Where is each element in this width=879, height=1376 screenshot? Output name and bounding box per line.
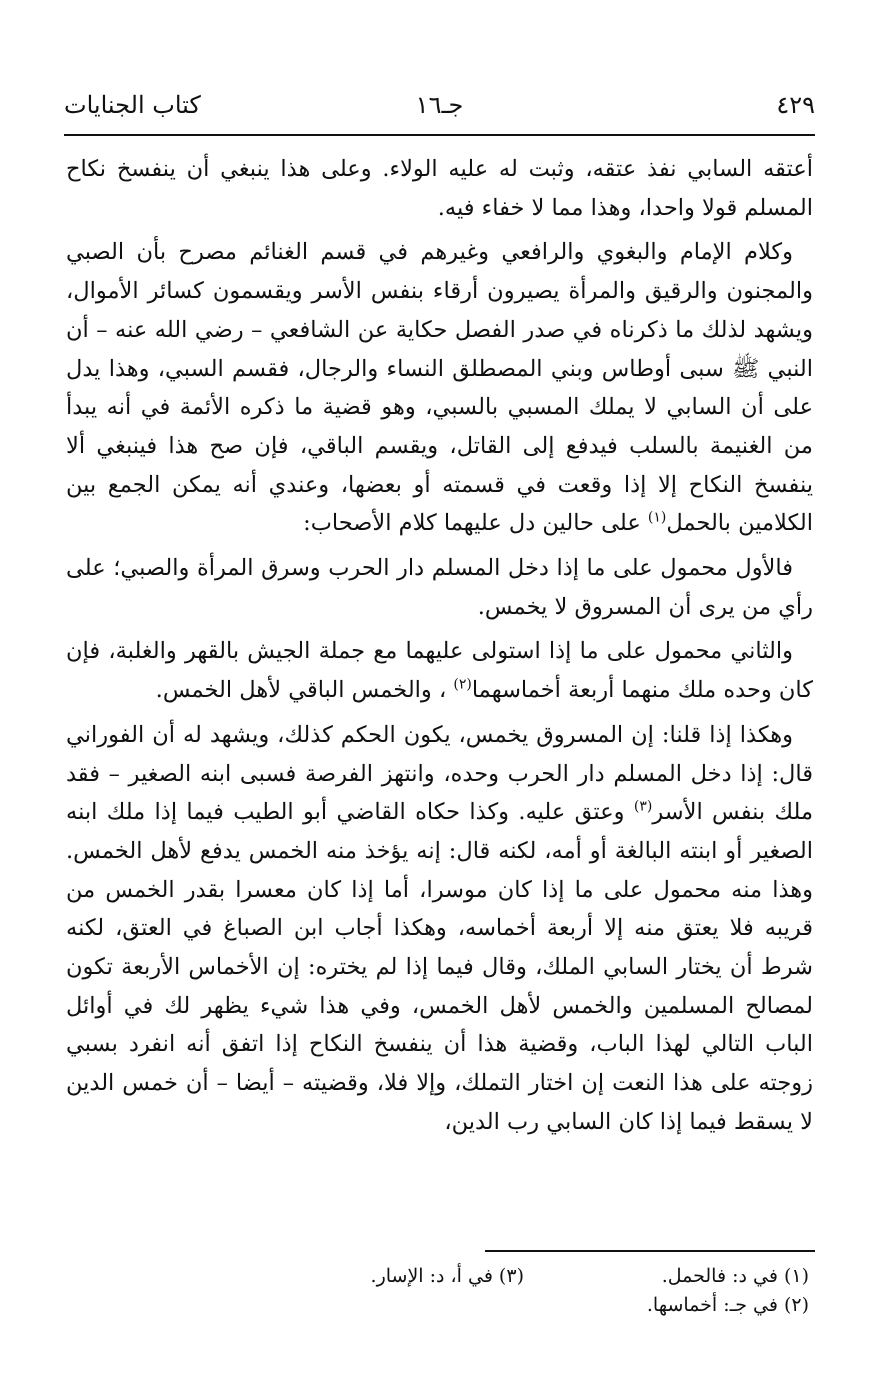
paragraph	[66, 233, 813, 543]
footnote-1: (١) في د: فالحمل.	[661, 1265, 809, 1287]
book-title: كتاب الجنايات	[64, 91, 201, 119]
paragraph-text: ، والخمس الباقي لأهل الخمس.	[155, 677, 454, 704]
main-text	[66, 150, 813, 1148]
page-number: ٤٢٩	[776, 91, 815, 119]
paragraph	[66, 716, 813, 1142]
paragraph-text: أعتقه السابي نفذ عتقه، وثبت له عليه الولاء. وعلى هذا ينبغي أن ينفسخ نكاح المسلم قولا واحدا، وهذا مما لا خفاء فيه.	[66, 156, 813, 221]
footnote-2: (٢) في جـ: أخماسها.	[646, 1294, 809, 1316]
paragraph-text: وكلام الإمام والبغوي والرافعي وغيرهم في قسم الغنائم مصرح بأن الصبي والمجنون والرقيق والمرأة يصيرون أرقاء بنفس الأسر ويقسمون كسائر الأموال، ويشهد لذلك ما ذكرناه في صدر الفصل حكاية عن الشافعي – رضي الله عنه – أن النبي ﷺ سبى أوطاس وبني المصطلق النساء والرجال، فقسم السبي، وهذا يدل على أن السابي لا يملك المسبي بالسبي، وهو قضية ما ذكره الأئمة في أنه يبدأ من الغنيمة بالسلب فيدفع إلى القاتل، ويقسم الباقي، فإن صح هذا فينبغي ألا ينفسخ النكاح إلا إذا وقعت في قسمته أو بعضها، وعندي أنه يمكن الجمع بين الكلامين بالحمل	[66, 239, 813, 537]
footnote-reference: (٢)	[453, 676, 472, 693]
paragraph	[66, 549, 813, 626]
footnote-row	[200, 1291, 809, 1320]
footnote-reference: (١)	[647, 509, 667, 526]
footnote-row	[200, 1262, 809, 1291]
paragraph	[66, 632, 813, 709]
paragraph-text: فالأول محمول على ما إذا دخل المسلم دار الحرب وسرق المرأة والصبي؛ على رأي من يرى أن المسروق لا يخمس.	[66, 555, 813, 620]
paragraph-text: والثاني محمول على ما إذا استولى عليهما مع جملة الجيش بالقهر والغلبة، فإن كان وحده ملك منهما أربعة أخماسهما	[66, 638, 813, 704]
footnote-reference: (٣)	[633, 798, 653, 815]
footnote-3: (٣) في أ، د: الإسار.	[370, 1265, 524, 1287]
volume-label: جـ١٦	[415, 91, 464, 119]
paragraph-text: على حالين دل عليهما كلام الأصحاب:	[303, 510, 648, 537]
footnote-divider	[485, 1250, 815, 1252]
paragraph-text: وهكذا إذا قلنا: إن المسروق يخمس، يكون الحكم كذلك، ويشهد له أن الفوراني قال: إذا دخل المسلم دار الحرب وحده، وانتهز الفرصة فسبى ابنه الصغير – فقد ملك بنفس الأسر	[66, 721, 813, 826]
footnotes	[200, 1262, 809, 1320]
paragraph	[66, 150, 813, 227]
running-header	[64, 88, 815, 128]
header-divider	[64, 134, 815, 136]
paragraph-text: وعتق عليه. وكذا حكاه القاضي أبو الطيب فيما إذا ملك ابنه الصغير أو ابنته البالغة أو أمه، لكنه قال: إنه يؤخذ منه الخمس يدفع لأهل الخمس. وهذا منه محمول على ما إذا كان موسرا، أما إذا كان معسرا بقدر الخمس من قريبه فلا يعتق منه إلا أربعة أخماسه، وهكذا أجاب ابن الصباغ في العتق، لكنه شرط أن يختار السابي الملك، وقال فيما إذا لم يختره: إن الأخماس الأربعة تكون لمصالح المسلمين والخمس لأهل الخمس، وفي هذا شيء يظهر لك في أوائل الباب التالي لهذا الباب، وقضية هذا أن ينفسخ النكاح إذا اتفق أنه انفرد بسبي زوجته على هذا النعت إن اختار التملك، وإلا فلا، وقضيته – أيضا – أن خمس الدين لا يسقط فيما إذا كان السابي رب الدين،	[66, 799, 813, 1135]
